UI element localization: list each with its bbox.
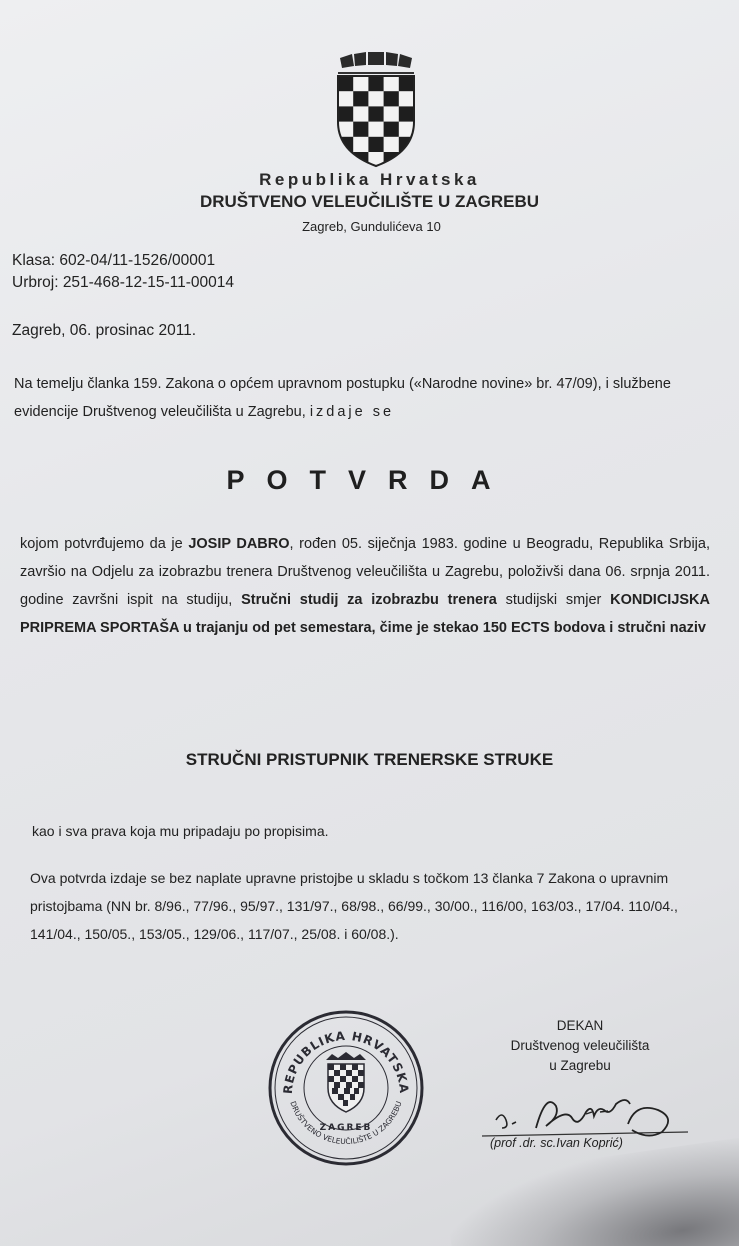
seal-city: ZAGREB: [319, 1123, 373, 1133]
seal-bottom-text: DRUŠTVENO VELEUČILIŠTE U ZAGREBU: [288, 1100, 404, 1147]
intro-paragraph: [14, 370, 714, 426]
crest-square: [368, 137, 383, 152]
klasa-line: Klasa: 602-04/11-1526/00001: [12, 252, 216, 269]
intro-issued: izdaje se: [309, 404, 395, 420]
crest-square: [353, 91, 368, 106]
crest-square: [338, 76, 353, 91]
body-part-4: studijski smjer: [505, 592, 602, 608]
body-part-2: , rođen 05. siječnja 1983. godine u Beogradu, Republika Srbija, završio na Odjelu za izobrazbu trenera Društvenog veleučilišta u Zagrebu, položivši dana 06. srpnja 2011. godine završni ispit na studiju,: [20, 536, 710, 608]
crest-square: [399, 106, 414, 121]
fee-note: Ova potvrda izdaje se bez naplate upravne pristojbe u skladu s točkom 13 članka 7 Zakona o upravnim pristojbama (NN br. 8/96., 77/96., 95/97., 131/97., 68/98., 66/99., 30/00., 116/00, 163/03., 17/04. 110/04., 141/04., 150/05., 153/05., 129/06., 117/07., 25/08. i 60/08.).: [30, 870, 678, 942]
coat-of-arms-icon: [334, 52, 418, 168]
crest-square: [338, 106, 353, 121]
signature-block: [470, 1016, 690, 1076]
crest-square: [368, 106, 383, 121]
body-part-1: kojom potvrđujemo da je: [20, 536, 183, 552]
crest-square: [384, 91, 399, 106]
study-track: KONDICIJSKA PRIPREMA SPORTAŠA u trajanju od pet semestara, čime je stekao 150 ECTS bodova i stručni naziv: [20, 592, 710, 636]
signatory-name: (prof .dr. sc.Ivan Koprić): [490, 1136, 623, 1150]
institution-name: DRUŠTVENO VELEUČILIŠTE U ZAGREBU: [199, 192, 540, 211]
body-paragraph: [20, 530, 710, 642]
student-name: JOSIP DABRO: [188, 536, 290, 552]
professional-title: STRUČNI PRISTUPNIK TRENERSKE STRUKE: [185, 750, 554, 769]
rights-line: kao i sva prava koja mu pripadaju po propisima.: [32, 823, 329, 839]
signature-role: DEKAN: [556, 1018, 604, 1033]
study-program: Stručni studij za izobrazbu trenera: [241, 592, 497, 608]
intro-text: Na temelju članka 159. Zakona o općem upravnom postupku («Narodne novine» br. 47/09), i službene evidencije Društvenog veleučilišta u Zagrebu,: [14, 376, 671, 420]
signature-org-line-1: Društvenog veleučilišta: [510, 1038, 650, 1053]
crest-square: [353, 122, 368, 137]
seal-crest-icon: [326, 1052, 366, 1112]
signature-org-line-2: u Zagrebu: [549, 1058, 611, 1073]
reference-block: [12, 250, 234, 294]
issue-date: Zagreb, 06. prosinac 2011.: [12, 322, 197, 339]
institution-address: Zagreb, Gundulićeva 10: [302, 219, 441, 234]
crest-square: [399, 76, 414, 91]
seal-top-text: REPUBLIKA HRVATSKA: [280, 1028, 412, 1095]
urbroj-line: Urbroj: 251-468-12-15-11-00014: [12, 274, 235, 291]
crest-square: [384, 122, 399, 137]
crest-square: [368, 76, 383, 91]
document-title: POTVRDA: [226, 465, 513, 495]
official-seal: [266, 1008, 426, 1168]
republika-heading: Republika Hrvatska: [259, 170, 480, 189]
